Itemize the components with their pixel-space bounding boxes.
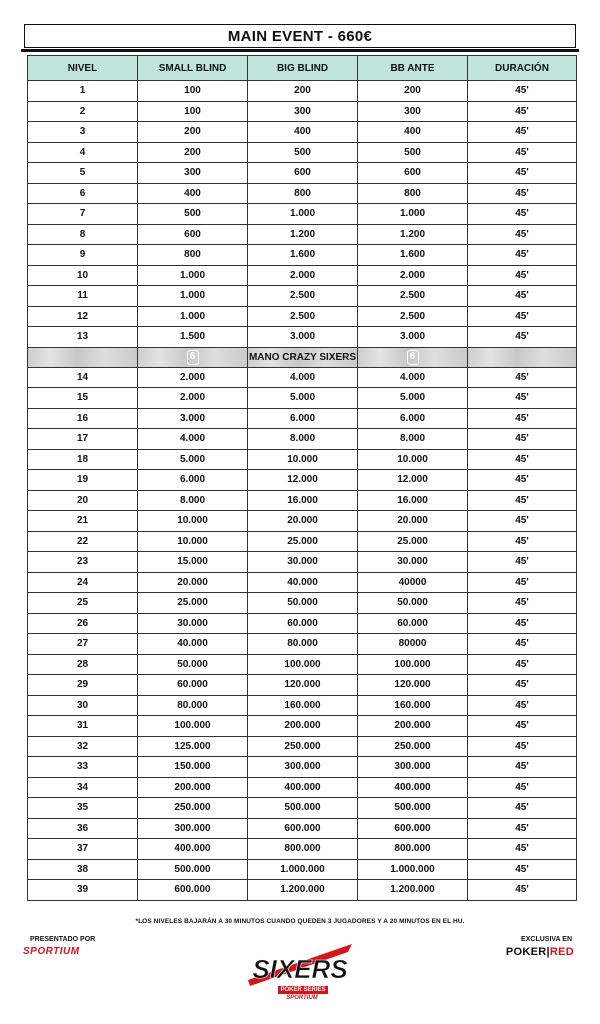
table-row xyxy=(28,798,577,819)
cell-duracion: 45' xyxy=(468,429,577,450)
cell-small-blind: 1.000 xyxy=(138,286,248,307)
presented-by-label: PRESENTADO POR xyxy=(30,936,96,943)
cell-nivel: 28 xyxy=(28,654,138,675)
cell-small-blind: 8.000 xyxy=(138,490,248,511)
cell-big-blind: 800 xyxy=(248,183,358,204)
cell-small-blind: 100 xyxy=(138,101,248,122)
cell-nivel: 3 xyxy=(28,122,138,143)
table-row xyxy=(28,572,577,593)
cell-big-blind: 600 xyxy=(248,163,358,184)
cell-duracion: 45' xyxy=(468,101,577,122)
pokerred-right: RED xyxy=(549,946,574,958)
cell-duracion: 45' xyxy=(468,572,577,593)
crazy-sixers-section xyxy=(28,347,577,367)
cell-nivel: 12 xyxy=(28,306,138,327)
cell-nivel: 22 xyxy=(28,531,138,552)
cell-bb-ante: 300 xyxy=(358,101,468,122)
table-row xyxy=(28,265,577,286)
cell-bb-ante: 120.000 xyxy=(358,675,468,696)
cell-small-blind: 100 xyxy=(138,81,248,102)
cell-duracion: 45' xyxy=(468,511,577,532)
cell-small-blind: 15.000 xyxy=(138,552,248,573)
table-row xyxy=(28,204,577,225)
cell-small-blind: 10.000 xyxy=(138,511,248,532)
cell-small-blind: 6.000 xyxy=(138,470,248,491)
table-row xyxy=(28,654,577,675)
header-nivel: NIVEL xyxy=(28,56,138,81)
cell-bb-ante: 16.000 xyxy=(358,490,468,511)
header-duracion: DURACIÓN xyxy=(468,56,577,81)
cell-small-blind: 50.000 xyxy=(138,654,248,675)
cell-nivel: 19 xyxy=(28,470,138,491)
header-small-blind: SMALL BLIND xyxy=(138,56,248,81)
cell-duracion: 45' xyxy=(468,654,577,675)
table-row xyxy=(28,880,577,901)
cell-duracion: 45' xyxy=(468,163,577,184)
cell-duracion: 45' xyxy=(468,716,577,737)
cell-big-blind: 6.000 xyxy=(248,408,358,429)
cell-small-blind: 80.000 xyxy=(138,695,248,716)
table-row xyxy=(28,634,577,655)
table-row xyxy=(28,183,577,204)
cell-duracion: 45' xyxy=(468,859,577,880)
cell-nivel: 24 xyxy=(28,572,138,593)
cell-nivel: 32 xyxy=(28,736,138,757)
cell-big-blind: 80.000 xyxy=(248,634,358,655)
cell-bb-ante: 1.200 xyxy=(358,224,468,245)
cell-big-blind: 1.000 xyxy=(248,204,358,225)
table-row xyxy=(28,716,577,737)
cell-duracion: 45' xyxy=(468,388,577,409)
footnote: *LOS NIVELES BAJARÁN A 30 MINUTOS CUANDO QUEDEN 3 JUGADORES Y A 20 MINUTOS EN EL HU. xyxy=(135,918,465,925)
cell-nivel: 6 xyxy=(28,183,138,204)
sportium-logo: SPORTIUM xyxy=(23,946,80,957)
table-row xyxy=(28,757,577,778)
cell-duracion: 45' xyxy=(468,224,577,245)
cell-nivel: 38 xyxy=(28,859,138,880)
cell-big-blind: 300 xyxy=(248,101,358,122)
cell-big-blind: 200.000 xyxy=(248,716,358,737)
table-row xyxy=(28,470,577,491)
cell-big-blind: 400 xyxy=(248,122,358,143)
cell-bb-ante: 20.000 xyxy=(358,511,468,532)
table-row xyxy=(28,142,577,163)
cell-big-blind: 2.000 xyxy=(248,265,358,286)
sixers-logo-sub: POKER SERIES xyxy=(278,986,328,994)
cell-big-blind: 40.000 xyxy=(248,572,358,593)
crazy-empty-cell xyxy=(28,347,138,367)
cell-big-blind: 1.200 xyxy=(248,224,358,245)
cell-duracion: 45' xyxy=(468,818,577,839)
cell-small-blind: 125.000 xyxy=(138,736,248,757)
cell-duracion: 45' xyxy=(468,470,577,491)
cell-nivel: 31 xyxy=(28,716,138,737)
cell-big-blind: 800.000 xyxy=(248,839,358,860)
cell-small-blind: 40.000 xyxy=(138,634,248,655)
cell-small-blind: 20.000 xyxy=(138,572,248,593)
cell-small-blind: 25.000 xyxy=(138,593,248,614)
cell-big-blind: 100.000 xyxy=(248,654,358,675)
cell-small-blind: 10.000 xyxy=(138,531,248,552)
cell-small-blind: 600.000 xyxy=(138,880,248,901)
cell-big-blind: 20.000 xyxy=(248,511,358,532)
cell-duracion: 45' xyxy=(468,777,577,798)
crazy-sixers-row xyxy=(28,347,577,367)
cell-bb-ante: 1.600 xyxy=(358,245,468,266)
cell-big-blind: 200 xyxy=(248,81,358,102)
cell-bb-ante: 160.000 xyxy=(358,695,468,716)
six-icon: 6 xyxy=(187,350,199,365)
cell-bb-ante: 600.000 xyxy=(358,818,468,839)
cell-duracion: 45' xyxy=(468,122,577,143)
cell-nivel: 34 xyxy=(28,777,138,798)
table-row xyxy=(28,122,577,143)
blind-structure-table xyxy=(27,55,577,901)
cell-small-blind: 60.000 xyxy=(138,675,248,696)
cell-bb-ante: 200.000 xyxy=(358,716,468,737)
levels-part2 xyxy=(28,367,577,900)
cell-big-blind: 120.000 xyxy=(248,675,358,696)
cell-big-blind: 12.000 xyxy=(248,470,358,491)
cell-big-blind: 10.000 xyxy=(248,449,358,470)
cell-duracion: 45' xyxy=(468,408,577,429)
cell-duracion: 45' xyxy=(468,880,577,901)
cell-bb-ante: 1.000.000 xyxy=(358,859,468,880)
cell-nivel: 39 xyxy=(28,880,138,901)
table-row xyxy=(28,224,577,245)
cell-nivel: 2 xyxy=(28,101,138,122)
table-row xyxy=(28,388,577,409)
cell-bb-ante: 10.000 xyxy=(358,449,468,470)
cell-big-blind: 1.200.000 xyxy=(248,880,358,901)
cell-small-blind: 2.000 xyxy=(138,367,248,388)
cell-nivel: 25 xyxy=(28,593,138,614)
cell-nivel: 4 xyxy=(28,142,138,163)
cell-duracion: 45' xyxy=(468,798,577,819)
cell-duracion: 45' xyxy=(468,306,577,327)
cell-bb-ante: 800 xyxy=(358,183,468,204)
cell-duracion: 45' xyxy=(468,613,577,634)
cell-duracion: 45' xyxy=(468,142,577,163)
cell-nivel: 5 xyxy=(28,163,138,184)
table-row xyxy=(28,511,577,532)
cell-duracion: 45' xyxy=(468,695,577,716)
cell-bb-ante: 250.000 xyxy=(358,736,468,757)
cell-small-blind: 300 xyxy=(138,163,248,184)
table-row xyxy=(28,839,577,860)
cell-nivel: 35 xyxy=(28,798,138,819)
cell-big-blind: 5.000 xyxy=(248,388,358,409)
table-row xyxy=(28,101,577,122)
cell-small-blind: 1.000 xyxy=(138,265,248,286)
pokerred-left: POKER xyxy=(505,946,547,958)
cell-nivel: 15 xyxy=(28,388,138,409)
cell-duracion: 45' xyxy=(468,245,577,266)
cell-small-blind: 400.000 xyxy=(138,839,248,860)
page-title: MAIN EVENT - 660€ xyxy=(24,24,576,48)
cell-small-blind: 300.000 xyxy=(138,818,248,839)
pokerred-sep: | xyxy=(546,946,550,958)
cell-big-blind: 600.000 xyxy=(248,818,358,839)
cell-duracion: 45' xyxy=(468,736,577,757)
cell-nivel: 14 xyxy=(28,367,138,388)
cell-duracion: 45' xyxy=(468,183,577,204)
cell-big-blind: 25.000 xyxy=(248,531,358,552)
cell-small-blind: 1.000 xyxy=(138,306,248,327)
table-row xyxy=(28,613,577,634)
cell-duracion: 45' xyxy=(468,204,577,225)
cell-duracion: 45' xyxy=(468,675,577,696)
cell-duracion: 45' xyxy=(468,757,577,778)
table-row xyxy=(28,367,577,388)
cell-bb-ante: 200 xyxy=(358,81,468,102)
cell-nivel: 21 xyxy=(28,511,138,532)
cell-big-blind: 1.000.000 xyxy=(248,859,358,880)
cell-nivel: 33 xyxy=(28,757,138,778)
table-row xyxy=(28,552,577,573)
table-row xyxy=(28,163,577,184)
cell-nivel: 9 xyxy=(28,245,138,266)
header-big-blind: BIG BLIND xyxy=(248,56,358,81)
cell-duracion: 45' xyxy=(468,531,577,552)
table-row xyxy=(28,449,577,470)
cell-big-blind: 2.500 xyxy=(248,306,358,327)
cell-small-blind: 200 xyxy=(138,122,248,143)
cell-small-blind: 200 xyxy=(138,142,248,163)
cell-big-blind: 30.000 xyxy=(248,552,358,573)
cell-big-blind: 300.000 xyxy=(248,757,358,778)
cell-bb-ante: 25.000 xyxy=(358,531,468,552)
cell-duracion: 45' xyxy=(468,367,577,388)
table-row xyxy=(28,327,577,348)
cell-small-blind: 200.000 xyxy=(138,777,248,798)
cell-bb-ante: 4.000 xyxy=(358,367,468,388)
cell-small-blind: 800 xyxy=(138,245,248,266)
levels-part1 xyxy=(28,81,577,348)
cell-big-blind: 8.000 xyxy=(248,429,358,450)
cell-small-blind: 150.000 xyxy=(138,757,248,778)
cell-bb-ante: 12.000 xyxy=(358,470,468,491)
cell-nivel: 20 xyxy=(28,490,138,511)
cell-nivel: 29 xyxy=(28,675,138,696)
crazy-icon-cell-right xyxy=(358,347,468,367)
cell-duracion: 45' xyxy=(468,634,577,655)
cell-small-blind: 600 xyxy=(138,224,248,245)
table-row xyxy=(28,593,577,614)
cell-bb-ante: 300.000 xyxy=(358,757,468,778)
cell-big-blind: 400.000 xyxy=(248,777,358,798)
table-row xyxy=(28,81,577,102)
table-row xyxy=(28,818,577,839)
cell-big-blind: 160.000 xyxy=(248,695,358,716)
six-icon: 6 xyxy=(407,350,419,365)
cell-nivel: 1 xyxy=(28,81,138,102)
table-row xyxy=(28,306,577,327)
cell-small-blind: 500.000 xyxy=(138,859,248,880)
cell-nivel: 23 xyxy=(28,552,138,573)
cell-big-blind: 2.500 xyxy=(248,286,358,307)
cell-small-blind: 2.000 xyxy=(138,388,248,409)
cell-big-blind: 16.000 xyxy=(248,490,358,511)
cell-bb-ante: 400 xyxy=(358,122,468,143)
cell-small-blind: 250.000 xyxy=(138,798,248,819)
cell-duracion: 45' xyxy=(468,839,577,860)
cell-big-blind: 50.000 xyxy=(248,593,358,614)
pokerred-logo xyxy=(506,946,574,958)
cell-nivel: 10 xyxy=(28,265,138,286)
cell-big-blind: 500 xyxy=(248,142,358,163)
cell-bb-ante: 2.500 xyxy=(358,286,468,307)
cell-duracion: 45' xyxy=(468,327,577,348)
cell-nivel: 17 xyxy=(28,429,138,450)
cell-nivel: 8 xyxy=(28,224,138,245)
cell-small-blind: 4.000 xyxy=(138,429,248,450)
cell-duracion: 45' xyxy=(468,265,577,286)
cell-bb-ante: 3.000 xyxy=(358,327,468,348)
table-row xyxy=(28,675,577,696)
cell-small-blind: 30.000 xyxy=(138,613,248,634)
header-bb-ante: BB ANTE xyxy=(358,56,468,81)
cell-bb-ante: 1.000 xyxy=(358,204,468,225)
cell-big-blind: 500.000 xyxy=(248,798,358,819)
cell-nivel: 27 xyxy=(28,634,138,655)
cell-small-blind: 400 xyxy=(138,183,248,204)
cell-bb-ante: 1.200.000 xyxy=(358,880,468,901)
cell-bb-ante: 2.000 xyxy=(358,265,468,286)
cell-duracion: 45' xyxy=(468,449,577,470)
cell-big-blind: 60.000 xyxy=(248,613,358,634)
table-header-row xyxy=(28,56,577,81)
cell-bb-ante: 8.000 xyxy=(358,429,468,450)
crazy-empty-cell xyxy=(468,347,577,367)
cell-duracion: 45' xyxy=(468,490,577,511)
exclusive-label: EXCLUSIVA EN xyxy=(521,936,572,943)
cell-bb-ante: 50.000 xyxy=(358,593,468,614)
cell-duracion: 45' xyxy=(468,81,577,102)
cell-nivel: 7 xyxy=(28,204,138,225)
cell-nivel: 30 xyxy=(28,695,138,716)
cell-nivel: 37 xyxy=(28,839,138,860)
table-row xyxy=(28,429,577,450)
table-row xyxy=(28,695,577,716)
cell-small-blind: 3.000 xyxy=(138,408,248,429)
cell-bb-ante: 500 xyxy=(358,142,468,163)
cell-nivel: 16 xyxy=(28,408,138,429)
table-row xyxy=(28,736,577,757)
table-row xyxy=(28,859,577,880)
cell-big-blind: 3.000 xyxy=(248,327,358,348)
cell-small-blind: 100.000 xyxy=(138,716,248,737)
cell-small-blind: 5.000 xyxy=(138,449,248,470)
cell-bb-ante: 600 xyxy=(358,163,468,184)
cell-bb-ante: 100.000 xyxy=(358,654,468,675)
table-row xyxy=(28,777,577,798)
table-row xyxy=(28,286,577,307)
cell-duracion: 45' xyxy=(468,552,577,573)
sixers-logo-brand: SPORTIUM xyxy=(286,995,318,1001)
cell-bb-ante: 30.000 xyxy=(358,552,468,573)
cell-bb-ante: 6.000 xyxy=(358,408,468,429)
cell-small-blind: 1.500 xyxy=(138,327,248,348)
cell-nivel: 11 xyxy=(28,286,138,307)
table-row xyxy=(28,408,577,429)
cell-small-blind: 500 xyxy=(138,204,248,225)
table-row xyxy=(28,490,577,511)
cell-nivel: 36 xyxy=(28,818,138,839)
cell-big-blind: 250.000 xyxy=(248,736,358,757)
cell-duracion: 45' xyxy=(468,286,577,307)
cell-bb-ante: 400.000 xyxy=(358,777,468,798)
crazy-icon-cell-left xyxy=(138,347,248,367)
sixers-logo-text: SIXERS xyxy=(252,954,348,984)
cell-nivel: 26 xyxy=(28,613,138,634)
cell-bb-ante: 5.000 xyxy=(358,388,468,409)
cell-nivel: 18 xyxy=(28,449,138,470)
cell-bb-ante: 80000 xyxy=(358,634,468,655)
cell-duracion: 45' xyxy=(468,593,577,614)
cell-big-blind: 1.600 xyxy=(248,245,358,266)
cell-bb-ante: 500.000 xyxy=(358,798,468,819)
crazy-sixers-label: MANO CRAZY SIXERS xyxy=(248,347,358,367)
cell-bb-ante: 2.500 xyxy=(358,306,468,327)
cell-big-blind: 4.000 xyxy=(248,367,358,388)
cell-nivel: 13 xyxy=(28,327,138,348)
cell-bb-ante: 40000 xyxy=(358,572,468,593)
cell-bb-ante: 60.000 xyxy=(358,613,468,634)
table-row xyxy=(28,245,577,266)
table-row xyxy=(28,531,577,552)
cell-bb-ante: 800.000 xyxy=(358,839,468,860)
